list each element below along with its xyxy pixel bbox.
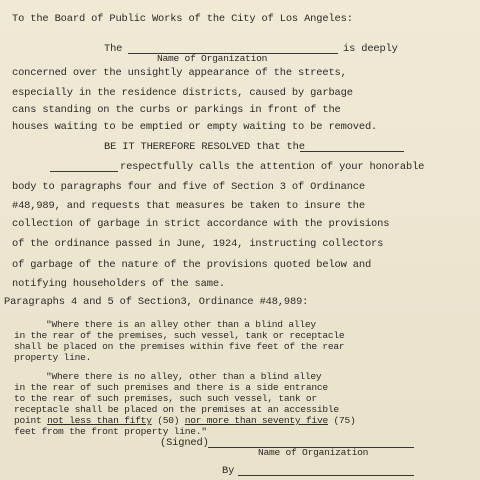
quote-line: property line. <box>14 352 92 363</box>
quote-line: in the rear of the premises, such vessel, tank or receptacle <box>14 330 345 341</box>
text-line: of garbage of the nature of the provisions quoted below and <box>12 259 372 271</box>
text-line: concerned over the unsightly appearance of the streets, <box>12 67 347 79</box>
quote-line: feet from the front property line." <box>14 426 207 437</box>
signature-caption: Name of Organization <box>258 447 369 458</box>
paragraphs-heading: Paragraphs 4 and 5 of Section3, Ordinance #48,989: <box>4 296 309 308</box>
text-line: collection of garbage in strict accordance with the provisions <box>12 218 390 230</box>
the-label: The <box>104 43 123 55</box>
quote-line: "Where there is no alley, other than a blind alley <box>46 371 322 382</box>
quote-line: in the rear of such premises and there is a side entrance <box>14 382 328 393</box>
text-line: especially in the residence districts, caused by garbage <box>12 87 353 99</box>
text-line: respectfully calls the attention of your honorable <box>120 161 425 173</box>
quote-line: to the rear of such premises, such such vessel, tank or <box>14 393 317 404</box>
quote-segment: (50) <box>157 415 180 426</box>
salutation: To the Board of Public Works of the City of Los Angeles: <box>12 13 353 25</box>
quote-segment: point <box>14 415 42 426</box>
quote-line: shall be placed on the premises within five feet of the rear <box>14 341 345 352</box>
quote-line: "Where there is an alley other than a blind alley <box>46 319 316 330</box>
text-line: of the ordinance passed in June, 1924, instructing collectors <box>12 238 384 250</box>
deeply-text: is deeply <box>343 43 398 55</box>
quote-line: receptacle shall be placed on the premises at an accessible <box>14 404 339 415</box>
text-line: houses waiting to be emptied or empty waiting to be removed. <box>12 121 378 133</box>
text-line: notifying householders of the same. <box>12 278 225 290</box>
resolved-blank-line-2 <box>50 171 118 172</box>
quote-line <box>14 415 356 426</box>
text-line: body to paragraphs four and five of Section 3 of Ordinance <box>12 181 365 193</box>
quote-segment: (75) <box>333 415 356 426</box>
text-line: cans standing on the curbs or parkings in front of the <box>12 104 341 116</box>
signed-label: (Signed) <box>160 437 209 449</box>
by-line <box>238 475 414 476</box>
org-name-caption: Name of Organization <box>157 53 268 64</box>
resolved-blank-line <box>300 151 404 152</box>
text-line: #48,989, and requests that measures be taken to insure the <box>12 200 365 212</box>
resolved-text: BE IT THEREFORE RESOLVED that the <box>104 141 305 153</box>
underlined-phrase: nor more than seventy five <box>184 415 328 426</box>
by-label: By <box>222 465 235 477</box>
underlined-phrase: not less than fifty <box>47 415 152 426</box>
